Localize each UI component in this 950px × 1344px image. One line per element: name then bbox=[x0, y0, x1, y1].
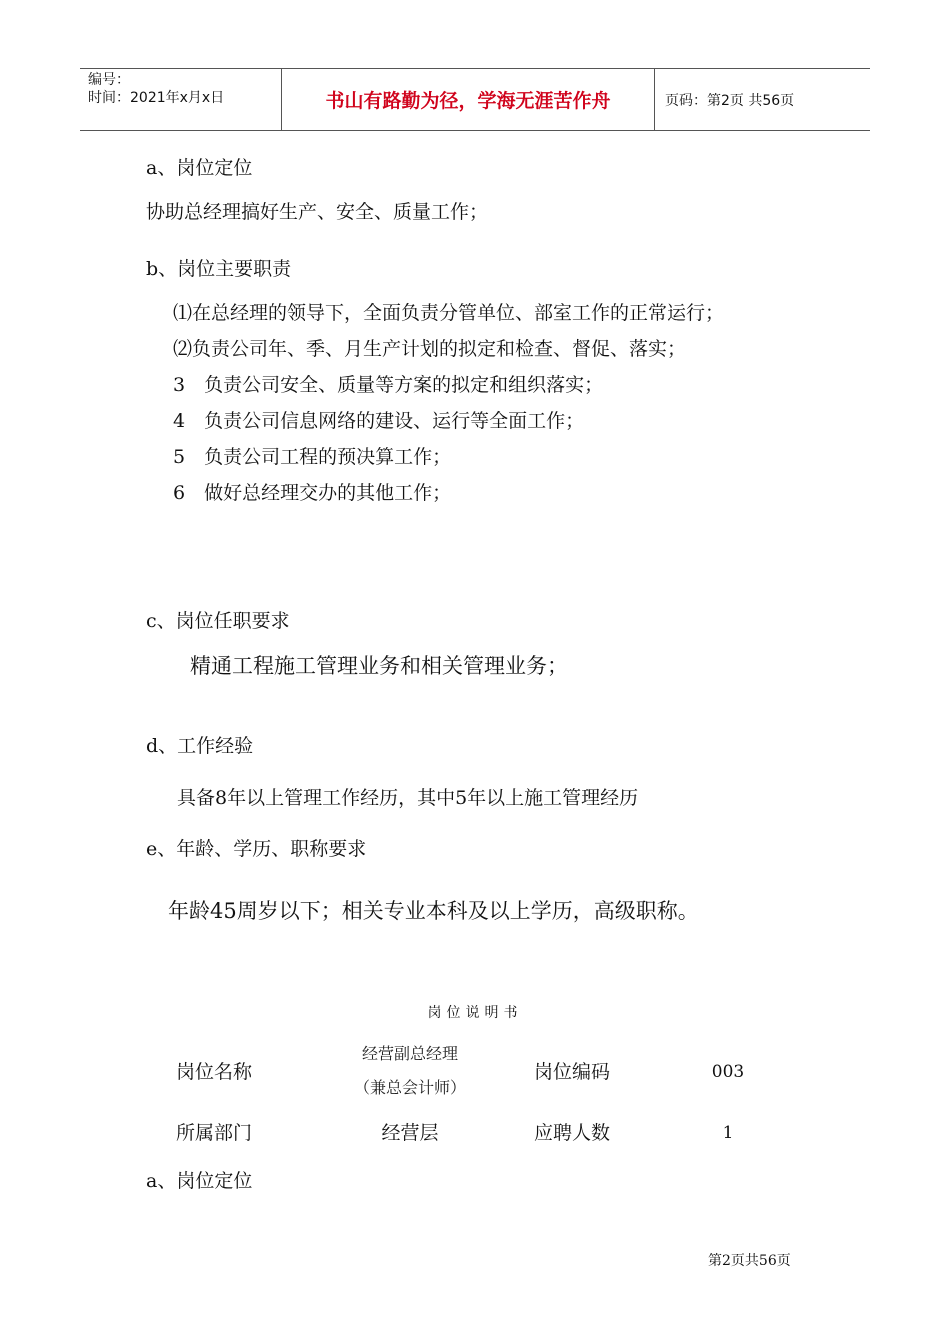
header-divider-right bbox=[654, 69, 655, 130]
duty-item-5: 5 负责公司工程的预决算工作； bbox=[173, 446, 452, 468]
job-sheet-title: 岗位说明书 bbox=[427, 1005, 523, 1021]
position-code-label: 岗位编码 bbox=[534, 1061, 611, 1083]
document-time-label: 时间：2021年x月x日 bbox=[88, 90, 225, 106]
section-a-title: a、岗位定位 bbox=[146, 157, 253, 179]
duty-item-2: ⑵负责公司年、季、月生产计划的拟定和检查、督促、落实； bbox=[173, 338, 687, 360]
page-header bbox=[80, 68, 870, 131]
position-code-value: 003 bbox=[711, 1062, 745, 1082]
duty-item-6: 6 做好总经理交办的其他工作； bbox=[173, 482, 452, 504]
section-d-text: 具备8年以上管理工作经历，其中5年以上施工管理经历 bbox=[177, 787, 639, 809]
duty-item-4: 4 负责公司信息网络的建设、运行等全面工作； bbox=[173, 410, 585, 432]
hiring-count-label: 应聘人数 bbox=[534, 1122, 611, 1144]
section-d-title: d、工作经验 bbox=[146, 735, 254, 757]
section-c-text: 精通工程施工管理业务和相关管理业务； bbox=[190, 654, 568, 678]
position-name-value-line2: （兼总会计师） bbox=[353, 1078, 466, 1097]
document-number-label: 编号： bbox=[88, 72, 130, 88]
page-footer: 第2页共56页 bbox=[708, 1253, 791, 1269]
duty-item-3: 3 负责公司安全、质量等方案的拟定和组织落实； bbox=[173, 374, 604, 396]
position-name-label: 岗位名称 bbox=[176, 1061, 253, 1083]
department-value: 经营层 bbox=[381, 1122, 439, 1144]
section-e-text: 年龄45周岁以下；相关专业本科及以上学历，高级职称。 bbox=[168, 899, 699, 923]
position-name-value-line1: 经营副总经理 bbox=[361, 1044, 458, 1063]
section-e-title: e、年龄、学历、职称要求 bbox=[146, 838, 367, 860]
section-b-title: b、岗位主要职责 bbox=[146, 258, 292, 280]
header-meta bbox=[88, 71, 224, 107]
department-label: 所属部门 bbox=[176, 1122, 253, 1144]
next-section-a-title: a、岗位定位 bbox=[146, 1170, 253, 1192]
header-page-label: 页码：第2页 共56页 bbox=[665, 92, 795, 109]
section-a-text: 协助总经理搞好生产、安全、质量工作； bbox=[146, 201, 489, 223]
section-c-title: c、岗位任职要求 bbox=[146, 610, 290, 632]
duty-item-1: ⑴在总经理的领导下，全面负责分管单位、部室工作的正常运行； bbox=[173, 302, 725, 324]
hiring-count-value: 1 bbox=[722, 1123, 734, 1143]
header-motto: 书山有路勤为径，学海无涯苦作舟 bbox=[325, 90, 611, 112]
